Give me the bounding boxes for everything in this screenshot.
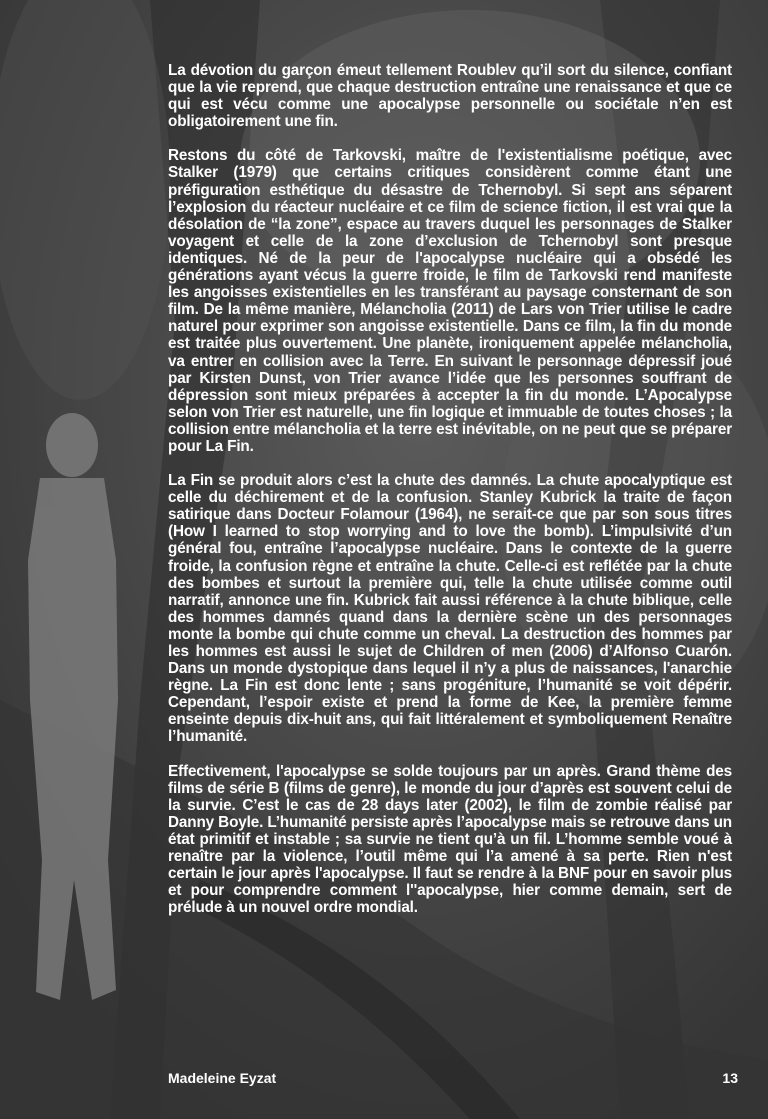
paragraph: La Fin se produit alors c’est la chute des damnés. La chute apocalyptique est celle du déchirement et de la confusion. Stanley Kubrick la traite de façon satirique dans Docteur Folamour (1964), ne serait-ce que par son sous titres (How I learned to stop worrying and to love the bomb). L’impulsivité d’un général fou, entraîne l’apocalypse nucléaire. Dans le contexte de la guerre froide, la confusion règne et entraîne la chute. Celle-ci est reflétée par la chute des bombes et surtout la première qui, telle la chute utilisée comme outil narratif, annonce une fin. Kubrick fait aussi référence à la chute biblique, celle des hommes damnés quand dans la dernière scène un des personnages monte la bombe qui chute comme un cheval. La destruction des hommes par les hommes est aussi le sujet de Children of men (2006) d’Alfonso Cuarón. Dans un monde dystopique dans lequel il n’y a plus de naissances, l'anarchie règne. La Fin est donc lente ; sans progéniture, l’humanité se voit dépérir. Cependant, l’espoir existe et prend la forme de Kee, la première femme enseinte depuis dix-huit ans, qui fait littéralement et symboliquement Renaître l’humanité. (168, 472, 732, 746)
paragraph: Effectivement, l'apocalypse se solde toujours par un après. Grand thème des films de série B (films de genre), le monde du jour d’après est souvent celui de la survie. C’est le cas de 28 days later (2002), le film de zombie réalisé par Danny Boyle. L’humanité persiste après l’apocalypse mais se retrouve dans un état primitif et instable ; sa survie ne tient qu’à un fil. L’homme semble voué à renaître par la violence, l’outil même qui l’a amené à sa perte. Rien n'est certain le jour après l'apocalypse. Il faut se rendre à la BNF pour en savoir plus et pour comprendre comment l''apocalypse, hier comme demain, sert de prélude à un nouvel ordre mondial. (168, 762, 732, 917)
author-name: Madeleine Eyzat (168, 1070, 277, 1086)
page-number: 13 (722, 1070, 738, 1086)
page-footer (168, 1070, 738, 1086)
article-body (168, 62, 732, 916)
paragraph: La dévotion du garçon émeut tellement Roublev qu’il sort du silence, confiant que la vie reprend, que chaque destruction entraîne une renaissance et que ce qui est vécu comme une apocalypse personnelle ou sociétale n’en est obligatoirement une fin. (168, 62, 732, 131)
paragraph: Restons du côté de Tarkovski, maître de l'existentialisme poétique, avec Stalker (1979) que certains critiques considèrent comme étant une préfiguration esthétique du désastre de Tchernobyl. Si sept ans séparent l’explosion du réacteur nucléaire et ce film de science fiction, il est vrai que la désolation de “la zone”, espace au travers duquel les personnages de Stalker voyagent et celle de la zone d’exclusion de Tchernobyl sont presque identiques. Né de la peur de l'apocalypse nucléaire qui a obsédé les générations ayant vécus la guerre froide, le film de Tarkovski rend manifeste les angoisses existentielles en les transférant au paysage consternant de son film. De la même manière, Mélancholia (2011) de Lars von Trier utilise le cadre naturel pour exprimer son angoisse existentielle. Dans ce film, la fin du monde est traitée plus ouvertement. Une planète, ironiquement appelée mélancholia, va entrer en collision avec la Terre. En suivant le personnage dépressif joué par Kirsten Dunst, von Trier avance l’idée que les personnes souffrant de dépression sont mieux préparées à accepter la fin du monde. L’Apocalypse selon von Trier est naturelle, une fin logique et immuable de toutes choses ; la collision entre mélancholia et la terre est inévitable, on ne peut que se préparer pour La Fin. (168, 147, 732, 455)
